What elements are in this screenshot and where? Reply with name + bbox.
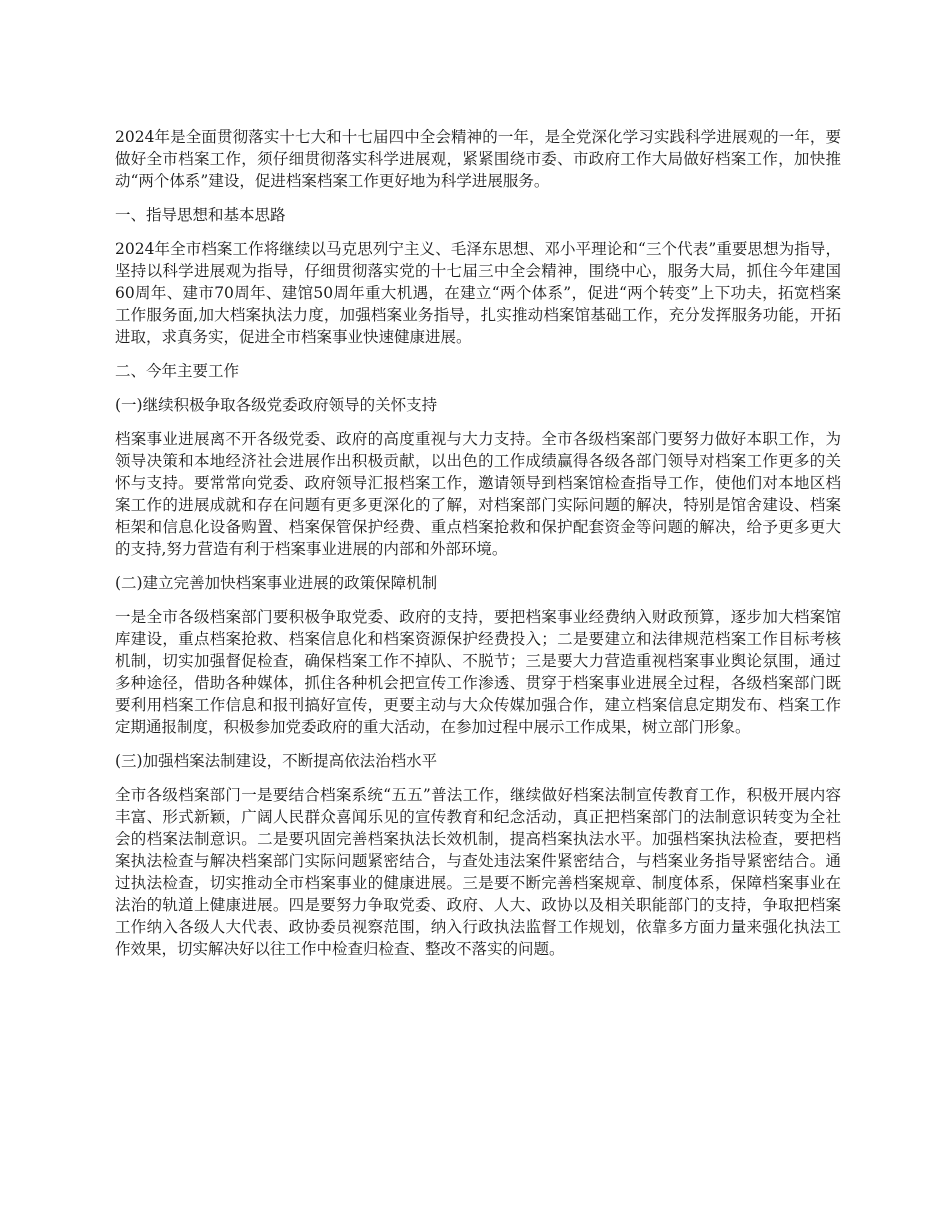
subsection-3-paragraph: 全市各级档案部门一是要结合档案系统“五五”普法工作，继续做好档案法制宣传教育工作，积极开展内容丰富、形式新颖，广阔人民群众喜闻乐见的宣传教育和纪念活动，真正把档案部门的法制意识转变为全社会的档案法制意识。二是要巩固完善档案执法长效机制，提高档案执法水平。加强档案执法检查，要把档案执法检查与解决档案部门实际问题紧密结合，与查处违法案件紧密结合，与档案业务指导紧密结合。通过执法检查，切实推动全市档案事业的健康进展。三是要不断完善档案规章、制度体系，保障档案事业在法治的轨道上健康进展。四是要努力争取党委、政府、人大、政协以及相关职能部门的支持，争取把档案工作纳入各级人大代表、政协委员视察范围，纳入行政执法监督工作规划，依靠多方面力量来强化执法工作效果，切实解决好以往工作中检查归检查、整改不落实的问题。 <box>115 786 841 958</box>
subsection-heading-3: (三)加强档案法制建设，不断提高依法治档水平 <box>115 752 438 770</box>
subsection-heading-2: (二)建立完善加快档案事业进展的政策保障机制 <box>115 574 438 592</box>
intro-paragraph: 2024年是全面贯彻落实十七大和十七届四中全会精神的一年，是全党深化学习实践科学进展观的一年，要做好全市档案工作，须仔细贯彻落实科学进展观，紧紧围绕市委、市政府工作大局做好档案工作，加快推动“两个体系”建设，促进档案档案工作更好地为科学进展服务。 <box>115 128 841 190</box>
subsection-1-paragraph: 档案事业进展离不开各级党委、政府的高度重视与大力支持。全市各级档案部门要努力做好本职工作，为领导决策和本地经济社会进展作出积极贡献，以出色的工作成绩赢得各级各部门领导对档案工作更多的关怀与支持。要常常向党委、政府领导汇报档案工作，邀请领导到档案馆检查指导工作，使他们对本地区档案工作的进展成就和存在问题有更多更深化的了解，对档案部门实际问题的解决，特别是馆舍建设、档案柜架和信息化设备购置、档案保管保护经费、重点档案抢救和保护配套资金等问题的解决，给予更多更大的支持,努力营造有利于档案事业进展的内部和外部环境。 <box>115 430 841 558</box>
subsection-heading-1: (一)继续积极争取各级党委政府领导的关怀支持 <box>115 396 438 414</box>
section-heading-main-work: 二、今年主要工作 <box>115 362 240 380</box>
guiding-ideology-paragraph: 2024年全市档案工作将继续以马克思列宁主义、毛泽东思想、邓小平理论和“三个代表”重要思想为指导，坚持以科学进展观为指导，仔细贯彻落实党的十七届三中全会精神，围绕中心，服务大局，抓住今年建国60周年、建市70周年、建馆50周年重大机遇，在建立“两个体系”，促进“两个转变”上下功夫，拓宽档案工作服务面,加大档案执法力度，加强档案业务指导，扎实推动档案馆基础工作，充分发挥服务功能，开拓进取，求真务实，促进全市档案事业快速健康进展。 <box>115 240 841 346</box>
document-body <box>115 126 841 972</box>
section-heading-guiding-ideology: 一、指导思想和基本思路 <box>115 206 286 224</box>
subsection-2-paragraph: 一是全市各级档案部门要积极争取党委、政府的支持，要把档案事业经费纳入财政预算，逐步加大档案馆库建设，重点档案抢救、档案信息化和档案资源保护经费投入；二是要建立和法律规范档案工作目标考核机制，切实加强督促检查，确保档案工作不掉队、不脱节；三是要大力营造重视档案事业舆论氛围，通过多种途径，借助各种媒体，抓住各种机会把宣传工作渗透、贯穿于档案事业进展全过程，各级档案部门既要利用档案工作信息和报刊搞好宣传，更要主动与大众传媒加强合作，建立档案信息定期发布、档案工作定期通报制度，积极参加党委政府的重大活动，在参加过程中展示工作成果，树立部门形象。 <box>115 608 841 736</box>
